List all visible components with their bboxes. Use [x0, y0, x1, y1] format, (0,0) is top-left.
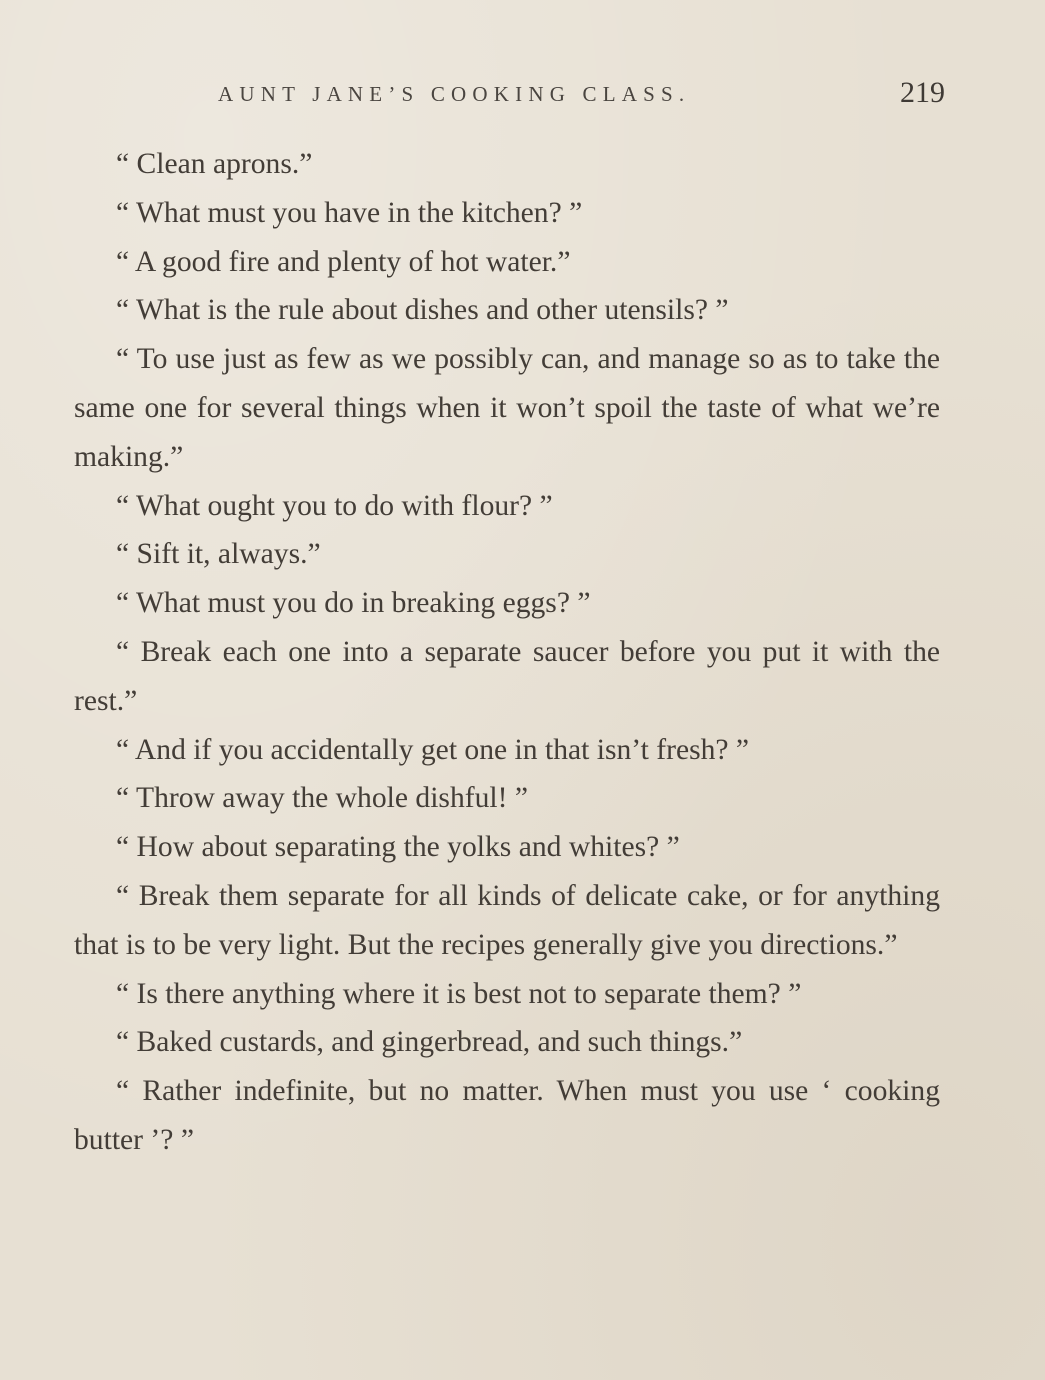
paragraph: “ How about separating the yolks and whites? ”	[116, 831, 680, 864]
paragraph: “ What must you do in breaking eggs? ”	[116, 587, 591, 620]
paragraph: “ Break each one into a separate saucer before you put it with the rest.”	[74, 635, 940, 717]
paragraph: “ What ought you to do with flour? ”	[116, 489, 553, 522]
running-title: AUNT JANE’S COOKING CLASS.	[218, 82, 691, 106]
paragraph: “ Clean aprons.”	[116, 148, 313, 180]
paragraph: “ What must you have in the kitchen? ”	[116, 196, 583, 229]
paragraph: “ Baked custards, and gingerbread, and such things.”	[116, 1026, 743, 1059]
paragraph: “ Is there anything where it is best not to separate them? ”	[116, 977, 802, 1010]
body-text	[74, 140, 940, 1165]
paragraph: “ Sift it, always.”	[116, 538, 321, 571]
paragraph: “ Throw away the whole dishful! ”	[116, 782, 529, 815]
running-head	[218, 76, 945, 116]
page-number: 219	[900, 76, 945, 109]
paragraph: “ Break them separate for all kinds of delicate cake, or for anything that is to be very light. But the recipes generally give you directions.”	[74, 879, 940, 961]
paragraph: “ A good fire and plenty of hot water.”	[116, 245, 571, 278]
paragraph: “ What is the rule about dishes and other utensils? ”	[116, 294, 729, 327]
paragraph: “ Rather indefinite, but no matter. When must you use ‘ cooking butter ’? ”	[74, 1075, 940, 1156]
paragraph: “ And if you accidentally get one in that isn’t fresh? ”	[116, 733, 750, 766]
paragraph: “ To use just as few as we possibly can, and manage so as to take the same one for several things when it won’t spoil the taste of what we’re making.”	[74, 343, 940, 473]
